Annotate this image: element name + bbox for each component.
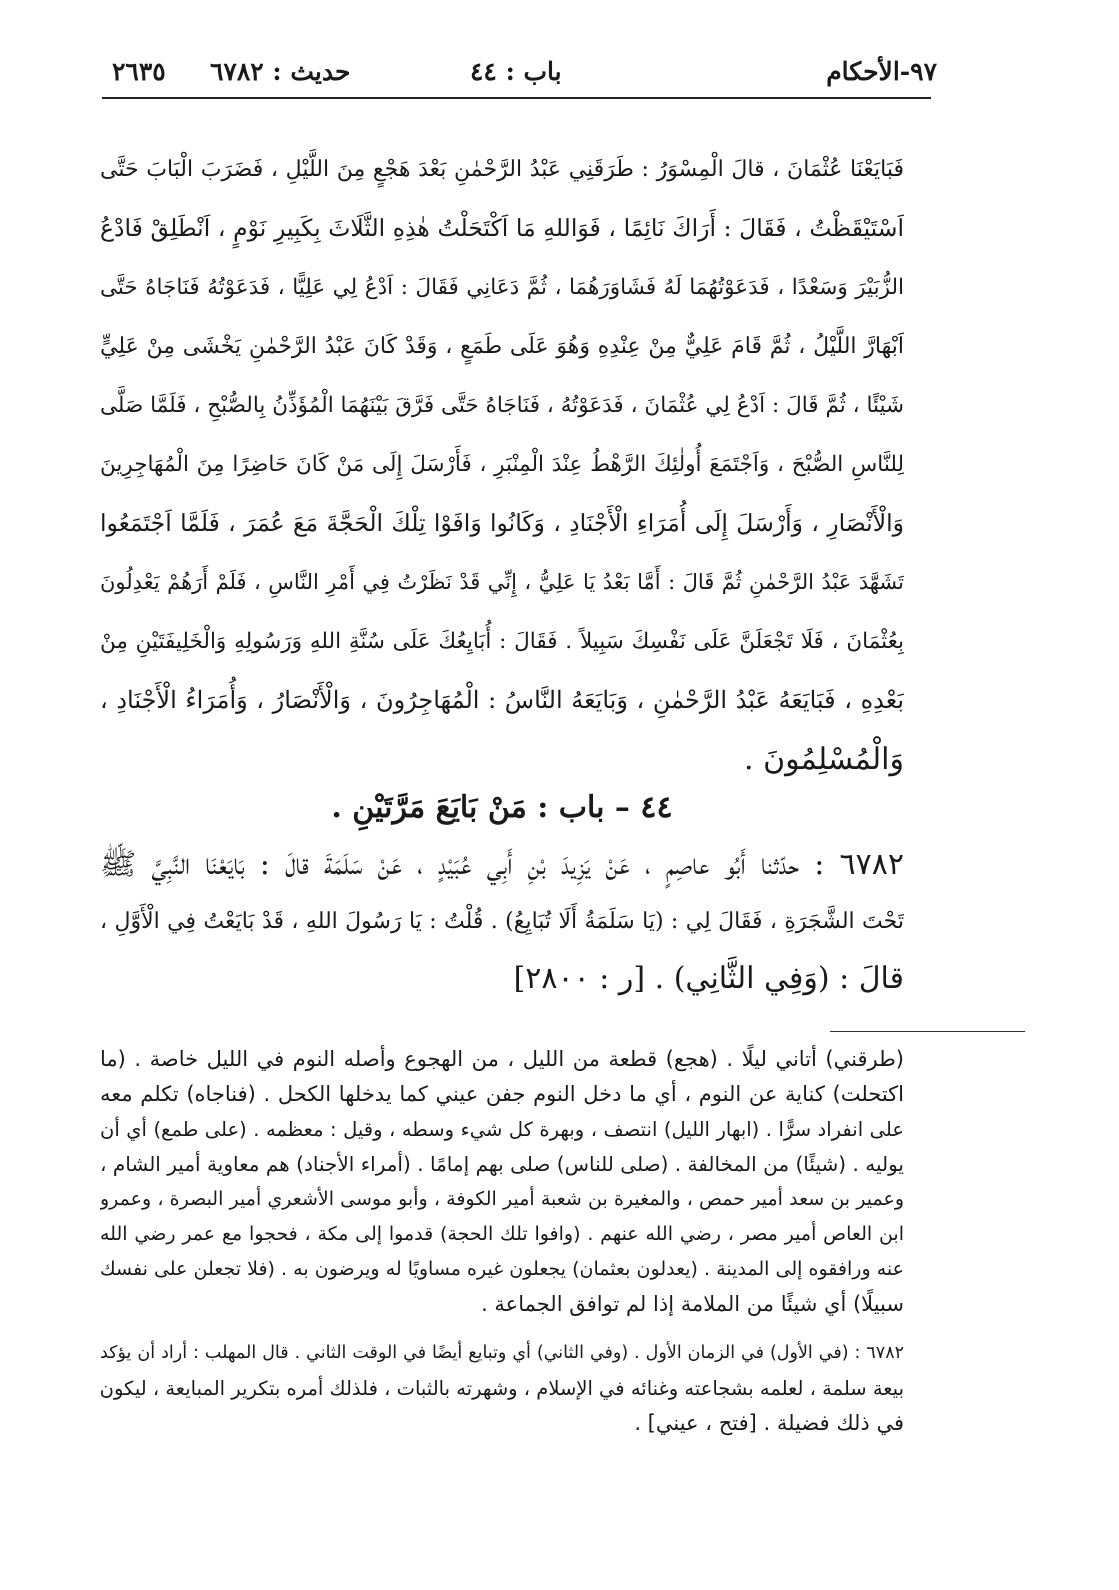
footnote-line: في ذلك فضيلة . [فتح ، عيني] . <box>634 1411 904 1435</box>
hadith-number: ٦٧٨٢ <box>839 847 904 882</box>
main-text <box>100 140 904 789</box>
chapter-ref: باب : ٤٤ <box>470 57 562 86</box>
footnote-line: سبيلًا) أي شيئًا من الملامة إذا لم توافق الجماعة . <box>481 1292 904 1316</box>
hadith-line: قالَ : (وَفِي الثَّانِي) . [ر : ٢٨٠٠] <box>513 961 904 996</box>
text-line: تَشَهَّدَ عَبْدُ الرَّحْمٰنِ ثُمَّ قَالَ : أَمَّا بَعْدُ يَا عَلِيُّ ، إِنِّي قَدْ نَظَرْتُ فِي أَمْرِ النَّاسِ ، فَلَمْ أَرَهُمْ يَعْدِلُونَ <box>100 570 904 594</box>
footnote-line: اكتحلت) كناية عن النوم ، أي ما دخل النوم جفن عيني كما يدخلها الكحل . (فناجاه) تكلم معه <box>100 1082 904 1106</box>
text-line: الزُّبَيْرَ وَسَعْدًا ، فَدَعَوْتُهُمَا لَهُ فَشَاوَرَهُمَا ، ثُمَّ دَعَانِي فَقَالَ : اَدْعُ لِي عَلِيًّا ، فَدَعَوْتُهُ فَنَاجَاهُ حَتَّى <box>100 275 904 300</box>
chapter-heading: ٤٤ – باب : مَنْ بَايَعَ مَرَّتَيْنِ . <box>331 790 673 825</box>
footnote-line: بيعة سلمة ، لعلمه بشجاعته وغنائه في الإسلام ، وشهرته بالثبات ، فلذلك أمره بتكرير المبايعة ، ليكون <box>100 1377 904 1400</box>
hadith-ref: حديث : ٦٧٨٢ <box>210 57 351 86</box>
footnote-line: (طرقني) أتاني ليلًا . (هجع) قطعة من الليل ، من الهجوع وأصله النوم في الليل خاصة . (ما <box>100 1047 904 1071</box>
text-line: بِعُثْمَانَ ، فَلَا تَجْعَلَنَّ عَلَى نَفْسِكَ سَبِيلاً . فَقَالَ : أُبَايِعُكَ عَلَى سُنَّةِ اللهِ وَرَسُولِهِ وَالْخَلِيفَتَيْنِ مِنْ <box>100 629 904 654</box>
hadith-line: تَحْتَ الشَّجَرَةِ ، فَقَالَ لِي : (يَا سَلَمَةُ أَلَا تُبَايِعُ) . قُلْتُ : يَا رَسُولَ اللهِ ، قَدْ بَايَعْتُ فِي الْأَوَّلِ ، <box>100 909 904 934</box>
text-line: اَسْتَيْقَظْتُ ، فَقَالَ : أَرَاكَ نَائِمًا ، فَوَاللهِ مَا اَكْتَحَلْتُ هٰذِهِ الثَّلَاثَ بِكَبِيرِ نَوْمٍ ، اَنْطَلِقْ فَادْعُ <box>100 214 904 242</box>
text-line: وَالْأَنْصَارِ ، وَأَرْسَلَ إِلَى أُمَرَاءِ الْأَجْنَادِ ، وَكَانُوا وَافَوْا تِلْكَ الْحَجَّةَ مَعَ عُمَرَ ، فَلَمَّا اَجْتَمَعُوا <box>100 509 904 537</box>
footnote-line: يوليه . (شيئًا) من المخالفة . (صلى للناس) صلى بهم إمامًا . (أمراء الأجناد) هم معاوية أمير الشام ، <box>100 1152 904 1176</box>
hadith-line <box>100 836 904 893</box>
footnote-paragraph <box>100 1336 904 1441</box>
footnotes <box>100 1042 904 1441</box>
text-line: وَالْمُسْلِمُونَ . <box>744 742 904 777</box>
hadith-text <box>100 836 904 1007</box>
footnote-line: على انفراد سرًّا . (ابهار الليل) انتصف ، وبهرة كل شيء وسطه ، وقيل : معظمه . (على طمع) أي أن <box>100 1118 904 1141</box>
text-line: اَبْهَارَّ اللَّيْلُ ، ثُمَّ قَامَ عَلِيٌّ مِنْ عِنْدِهِ وَهُوَ عَلَى طَمَعٍ ، وَقَدْ كَانَ عَبْدُ الرَّحْمٰنِ يَخْشَى مِنْ عَلِيٍّ <box>100 334 904 359</box>
footnote-line: ٦٧٨٢ : (في الأول) في الزمان الأول . (وفي الثاني) أي وتبايع أيضًا في الوقت الثاني . قال المهلب : أراد أن يؤكد <box>100 1343 904 1363</box>
footnote-divider <box>830 1031 1025 1032</box>
text-line: فَبَايَعْنَا عُثْمَانَ ، قالَ الْمِسْوَرُ : طَرَقَنِي عَبْدُ الرَّحْمٰنِ بَعْدَ هَجْعٍ مِنَ اللَّيْلِ ، فَضَرَبَ الْبَابَ حَتَّى <box>100 157 904 182</box>
text-line: لِلنَّاسِ الصُّبْحَ ، وَاَجْتَمَعَ أُولٰئِكَ الرَّهْطُ عِنْدَ الْمِنْبَرِ ، فَأَرْسَلَ إِلَى مَنْ كَانَ حَاضِرًا مِنَ الْمُهَاجِرِينَ <box>100 452 904 477</box>
footnote-line: ابن العاص أمير مصر ، رضي الله عنهم . (وافوا تلك الحجة) قدموا إلى مكة ، فحجوا مع عمر رضي الله <box>100 1223 904 1245</box>
book-title: ٩٧-الأحكام <box>826 57 937 86</box>
text-line: شَيْئًا ، ثُمَّ قَالَ : اَدْعُ لِي عُثْمَانَ ، فَدَعَوْتُهُ ، فَنَاجَاهُ حَتَّى فَرَّقَ بَيْنَهُمَا الْمُؤَذِّنُ بِالصُّبْحِ ، فَلَمَّا صَلَّى <box>100 393 904 418</box>
text-line: بَعْدِهِ ، فَبَايَعَهُ عَبْدُ الرَّحْمٰنِ ، وَبَايَعَهُ النَّاسُ : الْمُهَاجِرُونَ ، وَالْأَنْصَارُ ، وَأُمَرَاءُ الْأَجْنَادِ ، <box>100 686 904 714</box>
footnote-line: عنه ورافقوه إلى المدينة . (يعدلون بعثمان) يجعلون غيره مساويًا له ويرضون به . (فلا تجعلن على نفسك <box>100 1258 904 1280</box>
page-number: ٢٦٣٥ <box>112 57 166 86</box>
footnote-line: وعمير بن سعد أمير حمص ، والمغيرة بن شعبة أمير الكوفة ، وأبو موسى الأشعري أمير البصرة ، وعمرو <box>100 1188 904 1210</box>
header-divider <box>102 97 931 99</box>
hadith-line-text: : حدّثنا أَبُو عاصِمٍ ، عَنْ يَزِيدَ بْنِ أَبِي عُبَيْدٍ ، عَنْ سَلَمَةَ قالَ : بَايَعْنَا النَّبِيَّ ﷺ <box>100 847 825 882</box>
